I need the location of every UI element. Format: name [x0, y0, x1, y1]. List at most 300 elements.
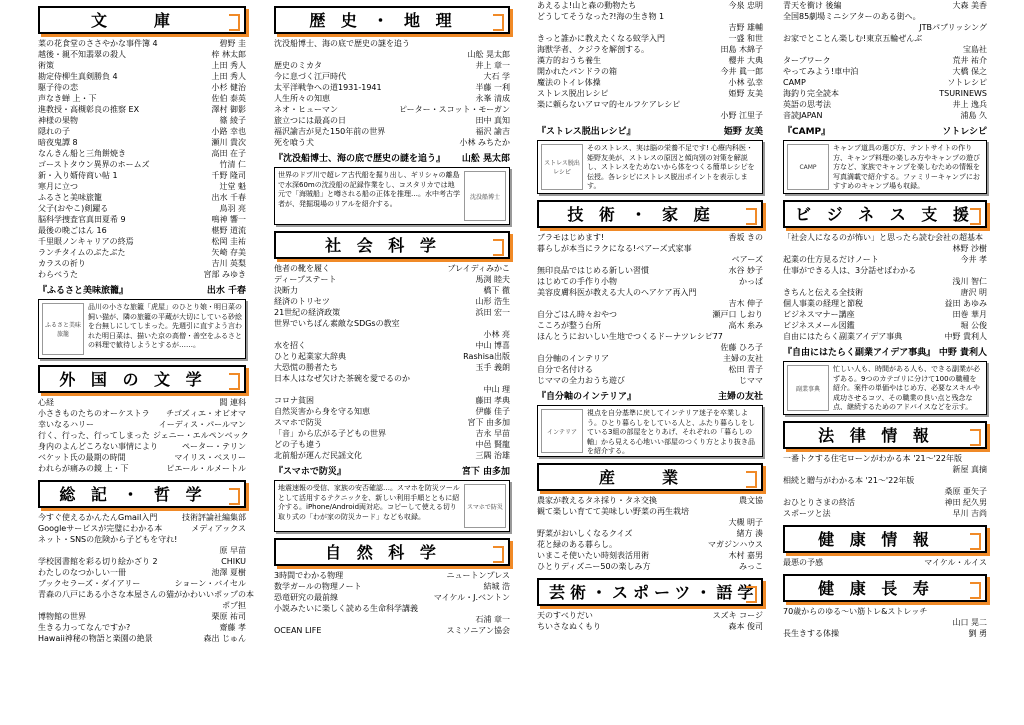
book-title: 数学ガールの物理ノート [274, 582, 362, 591]
book-title: カラスの祈り [38, 259, 86, 268]
book-title: 青森の八戸にある小さな本屋さんの猫がかわいいポップの本 [38, 590, 254, 599]
book-row [537, 375, 763, 386]
book-row [274, 373, 510, 384]
book-row [274, 104, 510, 115]
book-author [760, 11, 763, 22]
book-row [274, 351, 510, 362]
book-title: 70歳からのゆる～い筋トレ&ストレッチ [783, 607, 928, 616]
book-title: 起業の仕方見るだけノート [783, 255, 879, 264]
book-row [783, 44, 987, 55]
book-title: われらが痛みの鏡 上・下 [38, 464, 129, 473]
book-author: メディアックス [191, 524, 246, 533]
book-row [783, 298, 987, 309]
book-author: ショーン・バイセル [174, 579, 246, 588]
book-author: 半藤 一利 [475, 83, 510, 92]
book-author: かっぱ [739, 277, 763, 286]
book-row [38, 71, 246, 82]
book-row [783, 331, 987, 342]
book-title: CAMP [783, 78, 806, 87]
book-author: スミソニアン協会 [446, 626, 510, 635]
book-title: 行く、行った、行ってしまった [38, 431, 150, 440]
book-row [537, 55, 763, 66]
book-author: 吉木 伸子 [728, 299, 763, 308]
section-header [38, 6, 246, 34]
book-author: 神田 紀久男 [944, 498, 987, 507]
book-cover-image: インテリア [541, 409, 583, 453]
feature-description: 忙しい人も、時間がある人も、できる副業が必ずある。9つのカテゴリに分けて100の職種を紹介。案件の単価やはじめ方、必要なスキルや成功させるコツ、その職業の良い点と残念な点、継続するためのアドバイスなどを示す。 [833, 365, 980, 411]
book-title: ビジネスマナー講座 [783, 310, 855, 319]
book-author: 香坂 きの [728, 233, 763, 242]
book-row [274, 274, 510, 285]
book-title: なんきん船と三角餅焼き [38, 149, 126, 158]
book-row [537, 287, 763, 298]
section-title: ビ ジ ネ ス 支 援 [795, 205, 974, 224]
book-title: 音読JAPAN [783, 111, 823, 120]
book-title: 今に息づく江戸時代 [274, 72, 346, 81]
book-row [274, 307, 510, 318]
book-title: 花と緑のある暮らし。 [537, 540, 617, 549]
book-cover-image: ふるさと美味旅籠 [42, 303, 84, 355]
book-title: ブラモはじめます! [537, 233, 605, 242]
book-row [537, 232, 763, 243]
column-3 [537, 0, 763, 632]
book-row [274, 592, 510, 603]
book-row [783, 557, 987, 568]
book-row [38, 452, 246, 463]
book-author: 鳴神 響一 [211, 215, 246, 224]
book-title: やってみよう!車中泊 [783, 67, 859, 76]
book-title: 仕事ができる人は、3分話せばわかる [783, 266, 917, 275]
book-row [38, 512, 246, 523]
feature-author: ソトレシピ [942, 127, 987, 137]
book-title: 長生きする体操 [783, 629, 839, 638]
book-author: 中邑 賢龍 [475, 440, 510, 449]
book-row [274, 115, 510, 126]
book-author: ベアーズ [731, 255, 763, 264]
book-author: 宝島社 [963, 45, 987, 54]
book-row [38, 104, 246, 115]
book-row [274, 428, 510, 439]
book-title: 海釣り完全読本 [783, 89, 839, 98]
book-title: 越後・親不知翡翠の殺人 [38, 50, 126, 59]
book-title: 小説みたいに楽しく読める生命科学講義 [274, 604, 418, 613]
book-author: 大槻 明子 [728, 518, 763, 527]
book-author [760, 506, 763, 517]
book-title: 英語の思考法 [783, 100, 831, 109]
book-author: マイケル・J.ベントン [433, 593, 510, 602]
book-author [984, 453, 987, 464]
book-row [274, 318, 510, 329]
book-title: 暮らしが本当にラクになる!ベアーズ式家事 [537, 244, 692, 253]
book-author: 劉 勇 [968, 629, 987, 638]
book-author: ピーター・スコット・モーガン [398, 105, 510, 114]
book-author: 上田 秀人 [211, 61, 246, 70]
book-title: 決断力 [274, 286, 298, 295]
book-row [537, 621, 763, 632]
book-title: 「社会人になるのが怖い」と思ったら読む会社の超基本 [783, 233, 983, 242]
feature-description: 品川の小さな旅籠「虎屋」のひとり娘・明日菜の飼い猫が、隣の旅籠の平蔵が大切にしている砂絵を台無しにしてしまった。先週引に直すよう言われた明日菜は、描いた京の高僧・善空をふるさとの料理で歓待しようとするが……。 [88, 303, 242, 349]
book-row [38, 247, 246, 258]
book-row [537, 506, 763, 517]
book-author [984, 606, 987, 617]
book-title: 農家が教えるタネ採り・タネ交換 [537, 496, 657, 505]
section-title: 自 然 科 学 [325, 543, 441, 562]
feature-description: 世界のドブ川で超レア古代船を掘り出し、ギリシャの離島で水深60mの沈没船の記録作業をし、コスタリカでは地元で「海賊船」と噂される船の正体を推理…。水中考古学者が、発掘現場のリアルを紹介する。 [278, 171, 460, 208]
book-author: 浦島 久 [960, 111, 987, 120]
book-author [760, 287, 763, 298]
book-row [38, 126, 246, 137]
book-row [537, 495, 763, 506]
book-row [38, 556, 246, 567]
feature-book-title: 『ふるさと美味旅籠』 [38, 286, 129, 296]
book-author: JTBパブリッシング [919, 23, 987, 32]
book-author: 馬渕 睦夫 [475, 275, 510, 284]
book-author [760, 331, 763, 342]
book-author: 永峯 清成 [475, 94, 510, 103]
book-row [38, 397, 246, 408]
section-title: 技 術 ・ 家 庭 [567, 205, 715, 224]
book-row [537, 11, 763, 22]
book-author: 藤田 孝典 [475, 396, 510, 405]
book-row [38, 115, 246, 126]
book-row [783, 254, 987, 265]
feature-author: 主婦の友社 [717, 392, 763, 402]
book-author: 高田 在子 [211, 149, 246, 158]
book-title: 北前船が運んだ民謡文化 [274, 451, 362, 460]
book-author: 田中 真知 [475, 116, 510, 125]
book-title: きちんと伝える全技術 [783, 288, 863, 297]
section-header [38, 365, 246, 393]
book-row [274, 60, 510, 71]
feature-author: 姫野 友美 [723, 127, 763, 137]
book-title: ゴーストタウン異界のホームズ [38, 160, 150, 169]
book-author [507, 38, 510, 49]
book-title: 青天を衝け 後編 [783, 1, 842, 10]
feature-book-title: 『スマホで防災』 [274, 467, 346, 477]
section-title: 歴 史 ・ 地 理 [309, 11, 457, 30]
book-author: 竹清 仁 [219, 160, 246, 169]
book-title: ネオ・ヒューマン [274, 105, 338, 114]
book-title: 21世紀の経済政策 [274, 308, 341, 317]
feature-heading [537, 126, 763, 138]
book-title: 最後の晩ごはん 16 [38, 226, 107, 235]
book-title: ターブワーク [783, 56, 831, 65]
book-row [38, 622, 246, 633]
book-author [254, 589, 257, 600]
book-row [38, 225, 246, 236]
book-author: 中山 理 [483, 385, 510, 394]
book-title: 新・入り婿侍商い帖 1 [38, 171, 118, 180]
book-title: 3時間でわかる物理 [274, 571, 344, 580]
book-row [38, 600, 246, 611]
book-row [38, 93, 246, 104]
book-author: 吉川 英梨 [211, 259, 246, 268]
book-author: 高木 糸み [728, 321, 763, 330]
book-author: 池澤 夏樹 [211, 568, 246, 577]
book-row [274, 38, 510, 49]
book-row [783, 464, 987, 475]
book-author: じママ [739, 376, 763, 385]
book-title: 海獣学者、クジラを解剖する。 [537, 45, 649, 54]
book-author: CHIKU [221, 557, 246, 566]
book-author: 小杉 健治 [211, 83, 246, 92]
book-title: あえるよ!山と森の動物たち [537, 1, 637, 10]
book-row [783, 617, 987, 628]
book-author: ソトレシピ [947, 78, 987, 87]
book-author: 山舩 晃太郎 [467, 50, 510, 59]
book-row [274, 570, 510, 581]
book-row [38, 408, 246, 419]
section-title: 総 記 ・ 哲 学 [59, 485, 207, 504]
book-row [274, 450, 510, 461]
book-row [783, 320, 987, 331]
book-row [38, 214, 246, 225]
book-title: どの子も違う [274, 440, 322, 449]
book-author: 早川 吉尚 [952, 509, 987, 518]
book-row [537, 276, 763, 287]
book-author: 堀 公俊 [960, 321, 987, 330]
book-author: 今泉 忠明 [728, 1, 763, 10]
book-title: 小さきものたちのオーケストラ [38, 409, 150, 418]
book-author: 森出 じゅん [203, 634, 246, 643]
book-row [783, 606, 987, 617]
book-author: 田島 木綿子 [720, 45, 763, 54]
book-row [274, 625, 510, 636]
feature-heading [274, 466, 510, 478]
book-cover-image: ストレス脱出レシピ [541, 144, 583, 190]
book-author: 中野 貴利人 [944, 332, 987, 341]
feature-description: 視点を自分基準に戻してインテリア迷子を卒業しよう。ひとり暮らしをしている人と、ふたり暮らしをしている3組の部屋をとりあげ、それぞれの「暮らしの軸」から見える心地いい部屋のつくり方とより抜き品を紹介する。 [587, 409, 755, 455]
book-author: 今井 孝 [960, 255, 987, 264]
book-title: 世界でいちばん素敵なSDGsの教室 [274, 319, 400, 328]
book-author [984, 265, 987, 276]
book-row [38, 170, 246, 181]
book-author [507, 373, 510, 384]
book-title: 駆子待の恋 [38, 83, 78, 92]
book-row [274, 126, 510, 137]
book-author: 椹野 道流 [211, 226, 246, 235]
feature-heading [274, 153, 510, 165]
book-row [783, 77, 987, 88]
book-row [274, 406, 510, 417]
section-header [783, 200, 987, 228]
book-row [537, 320, 763, 331]
book-author: マイリス・ベスリー [174, 453, 246, 462]
book-author: 姫野 友美 [728, 89, 763, 98]
book-author: マイケル・ルイス [924, 558, 987, 567]
feature-author: 宮下 由多加 [461, 467, 510, 477]
book-row [274, 82, 510, 93]
book-row [38, 419, 246, 430]
book-row [537, 517, 763, 528]
book-row [38, 38, 246, 49]
book-author: 瀬川 貴次 [211, 138, 246, 147]
book-title: 相続と贈与がわかる本 '21～'22年版 [783, 476, 915, 485]
book-title: 天のすべりだい [537, 611, 593, 620]
book-title: わたしのなつかしい一冊 [38, 568, 126, 577]
book-author: 閻 連科 [219, 398, 246, 407]
book-title: 自由にはたらく副業アイデア事典 [783, 332, 903, 341]
book-author: ニュートンプレス [446, 571, 510, 580]
book-author: 原 早苗 [219, 546, 246, 555]
book-author [507, 603, 510, 614]
book-row [783, 110, 987, 121]
book-title: 他者の靴を履く [274, 264, 330, 273]
book-row [38, 192, 246, 203]
book-title: 全国85劇場ミニシアターのある街へ。 [783, 12, 921, 21]
feature-heading [38, 285, 246, 297]
feature-book-title: 『自由にはたらく副業アイデア事典』 [783, 348, 936, 358]
book-author: 佐藤 ひろ子 [720, 343, 763, 352]
book-row [537, 353, 763, 364]
book-row [537, 66, 763, 77]
book-author: 一盛 和世 [728, 34, 763, 43]
book-title: 恐竜研究の最前線 [274, 593, 338, 602]
book-author: 緒方 湊 [736, 529, 763, 538]
book-author: 大石 学 [483, 72, 510, 81]
book-row [274, 296, 510, 307]
book-author: 山口 晃二 [952, 618, 987, 627]
column-2 [274, 0, 510, 636]
section-header [38, 480, 246, 508]
book-author [984, 232, 987, 243]
book-author: 今井 眞一郎 [720, 67, 763, 76]
section-title: 外 国 の 文 学 [59, 370, 207, 389]
book-title: 寒月に立つ [38, 182, 78, 191]
book-row [38, 463, 246, 474]
book-title: 沈没船博士、海の底で歴史の謎を追う [274, 39, 410, 48]
book-title: ストレス脱出レシピ [537, 89, 609, 98]
book-row [537, 309, 763, 320]
feature-book-title: 『ストレス脱出レシピ』 [537, 127, 636, 137]
book-row [274, 603, 510, 614]
book-row [783, 232, 987, 243]
book-author: 出水 千春 [211, 193, 246, 202]
book-title: 心経 [38, 398, 54, 407]
book-title: 「音」から広がる子どもの世界 [274, 429, 386, 438]
book-title: 幸いなるハリー [38, 420, 94, 429]
book-row [537, 22, 763, 33]
book-row [274, 614, 510, 625]
book-title: 進教授・高槻彰良の推察 EX [38, 105, 140, 114]
book-title: コロナ貧困 [274, 396, 314, 405]
book-author: 林野 沙樹 [952, 244, 987, 253]
book-title: スマホで防災 [274, 418, 322, 427]
book-author [243, 534, 246, 545]
book-author: 小林 弘幸 [728, 78, 763, 87]
book-row [783, 475, 987, 486]
book-author [984, 475, 987, 486]
book-row [38, 545, 246, 556]
book-author: 井上 逸兵 [952, 100, 987, 109]
section-title: 芸術・スポーツ・語学 [549, 583, 759, 602]
book-author: 石浦 章一 [475, 615, 510, 624]
book-title: 一番トクする住宅ローンがわかる本 '21～'22年版 [783, 454, 962, 463]
section-header [537, 463, 763, 491]
book-author: 浜田 宏一 [475, 308, 510, 317]
book-title: ビジネスメール図鑑 [783, 321, 855, 330]
book-title: 個人事業の経理と節税 [783, 299, 863, 308]
book-title: 人生所々の知恵 [274, 94, 330, 103]
book-row [783, 453, 987, 464]
book-title: じママの全力おうち遊び [537, 376, 625, 385]
book-row [537, 33, 763, 44]
book-author [984, 33, 987, 44]
book-title: 太平洋戦争への道1931-1941 [274, 83, 382, 92]
book-author: 櫻井 大典 [728, 56, 763, 65]
book-author: 篠 綾子 [219, 116, 246, 125]
book-row [537, 44, 763, 55]
book-author: 吉永 早苗 [475, 429, 510, 438]
section-header [274, 6, 510, 34]
book-row [38, 269, 246, 280]
book-title: 歴史のミカタ [274, 61, 322, 70]
book-row [783, 11, 987, 22]
book-title: 生きる力ってなんですか? [38, 623, 131, 632]
book-author: 碧野 圭 [219, 39, 246, 48]
book-author: 矢崎 存美 [211, 248, 246, 257]
book-author [507, 318, 510, 329]
book-row [38, 523, 246, 534]
book-title: 自分軸のインテリア [537, 354, 609, 363]
section-header [274, 538, 510, 566]
book-author: 唐沢 明 [960, 288, 987, 297]
book-cover-image: スマホで防災 [464, 484, 506, 528]
book-row [537, 561, 763, 572]
book-author: 福沢 諭吉 [475, 127, 510, 136]
book-row [274, 362, 510, 373]
book-title: ランチタイムのぶたぶた [38, 248, 126, 257]
book-title: わらべうた [38, 270, 78, 279]
book-row [783, 508, 987, 519]
feature-book-title: 『沈没船博士、海の底で歴史の謎を追う』 [274, 154, 446, 164]
book-row [783, 276, 987, 287]
book-author: TSURINEWS [939, 89, 987, 98]
section-title: 健 康 長 寿 [818, 579, 934, 598]
book-title: 身内のよんどころない事情により [38, 442, 158, 451]
book-author: マガジンハウス [708, 540, 763, 549]
book-title: 日本人はなぜ欠けた茶碗を愛でるのか [274, 374, 410, 383]
book-row [38, 137, 246, 148]
book-row [38, 82, 246, 93]
book-row [537, 331, 763, 342]
book-row [537, 550, 763, 561]
book-row [274, 93, 510, 104]
book-author: 山形 浩生 [475, 297, 510, 306]
book-row [274, 329, 510, 340]
book-row [274, 384, 510, 395]
book-row [38, 49, 246, 60]
book-title: Googleサービスが完璧にわかる本 [38, 524, 163, 533]
book-row [274, 340, 510, 351]
book-title: OCEAN LIFE [274, 626, 322, 635]
book-author: 小野 江里子 [720, 111, 763, 120]
book-author: 松田 青子 [728, 365, 763, 374]
section-header [537, 200, 763, 228]
book-title: 大恐慌の勝者たち [274, 363, 338, 372]
book-row [274, 395, 510, 406]
section-header [783, 421, 987, 449]
feature-heading [783, 126, 987, 138]
book-title: 旅立つには最高の日 [274, 116, 346, 125]
book-author: 千野 隆司 [211, 171, 246, 180]
book-author: 荒井 祐介 [952, 56, 987, 65]
book-row [537, 610, 763, 621]
book-author: 農文協 [739, 496, 763, 505]
feature-box [537, 405, 763, 457]
book-row [537, 243, 763, 254]
book-author: 上田 秀人 [211, 72, 246, 81]
